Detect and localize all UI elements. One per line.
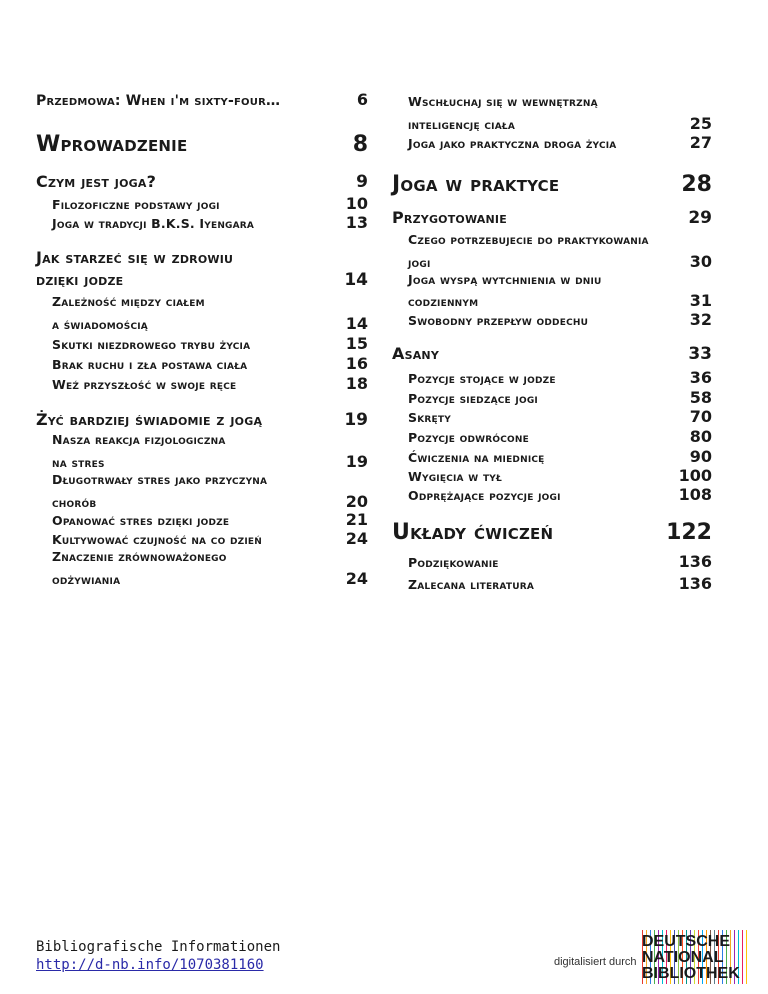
- toc-entry-title: Kultywować czujność na co dzień: [52, 532, 263, 547]
- toc-entry-title: Długotrwały stres jako przyczyna: [52, 472, 268, 487]
- toc-entry: [392, 520, 712, 545]
- toc-entry: [36, 374, 368, 393]
- toc-entry-page: 29: [688, 208, 712, 228]
- toc-entry-page: 30: [689, 252, 712, 271]
- toc-entry: [36, 334, 368, 353]
- toc-entry: [36, 213, 368, 232]
- toc-entry-page: 15: [345, 334, 368, 353]
- toc-entry-page: 136: [678, 552, 712, 571]
- toc-entry: [392, 407, 712, 426]
- toc-entry: [392, 574, 712, 593]
- toc-entry-title: a świadomością: [52, 317, 148, 332]
- toc-entry-title: Żyć bardziej świadomie z jogą: [36, 410, 263, 429]
- toc-entry: [392, 133, 712, 152]
- toc-entry: [392, 94, 712, 109]
- toc-entry: [392, 427, 712, 446]
- toc-entry-title: Zalecana literatura: [408, 577, 535, 592]
- toc-entry-page: 31: [689, 291, 712, 310]
- toc-entry-page: 19: [345, 452, 368, 471]
- toc-entry: [36, 270, 368, 290]
- toc-entry: [36, 510, 368, 529]
- toc-entry: [36, 294, 368, 309]
- logo-line: NATIONAL: [642, 949, 724, 966]
- toc-entry-page: 122: [666, 520, 712, 545]
- logo-line: BIBLIOTHEK: [642, 965, 740, 982]
- digitized-by-label: digitalisiert durch: [554, 956, 637, 968]
- logo-wordmark: [642, 934, 740, 982]
- toc-entry: [36, 354, 368, 373]
- toc-entry: [36, 472, 368, 487]
- logo-bar: [742, 930, 743, 984]
- toc-entry: [36, 569, 368, 588]
- toc-entry-title: Wprowadzenie: [36, 132, 188, 157]
- toc-entry-page: 6: [356, 90, 368, 109]
- toc-entry: [392, 466, 712, 485]
- toc-entry: [392, 447, 712, 466]
- toc-entry-page: 16: [345, 354, 368, 373]
- toc-entry-page: 14: [345, 314, 368, 333]
- toc-entry-title: Podziękowanie: [408, 555, 499, 570]
- toc-entry-page: 32: [689, 310, 712, 329]
- toc-entry-page: 27: [689, 133, 712, 152]
- toc-entry: [36, 314, 368, 333]
- toc-entry-page: 36: [689, 368, 712, 387]
- toc-entry-page: 70: [689, 407, 712, 426]
- toc-entry-page: 13: [345, 213, 368, 232]
- toc-entry-page: 25: [689, 114, 712, 133]
- toc-entry-title: Brak ruchu i zła postawa ciała: [52, 357, 248, 372]
- toc-entry: [36, 492, 368, 511]
- toc-entry: [36, 248, 368, 267]
- toc-entry-title: jogi: [408, 255, 431, 270]
- bibliographic-info: [36, 938, 280, 974]
- toc-entry-page: 10: [345, 194, 368, 213]
- toc-entry-page: 80: [689, 427, 712, 446]
- toc-entry: [392, 310, 712, 329]
- toc-entry-page: 28: [681, 172, 712, 197]
- toc-entry-page: 8: [352, 132, 368, 157]
- toc-entry-page: 90: [689, 447, 712, 466]
- toc-entry-title: Joga w tradycji B.K.S. Iyengara: [52, 216, 255, 231]
- toc-entry-title: inteligencję ciała: [408, 117, 516, 132]
- toc-entry: [392, 368, 712, 387]
- toc-entry-title: Pozycje odwrócone: [408, 430, 529, 445]
- toc-entry-title: Swobodny przepływ oddechu: [408, 313, 589, 328]
- toc-entry-title: Czego potrzebujecie do praktykowania: [408, 232, 649, 247]
- bib-label: Bibliografische Informationen: [36, 939, 281, 955]
- toc-entry-title: Znaczenie zrównoważonego: [52, 549, 227, 564]
- toc-entry-page: 58: [689, 388, 712, 407]
- toc-entry: [36, 432, 368, 447]
- toc-entry-page: 24: [345, 569, 368, 588]
- toc-entry-title: Weź przyszłość w swoje ręce: [52, 377, 237, 392]
- toc-entry-title: Opanować stres dzięki jodze: [52, 513, 230, 528]
- toc-entry: [392, 114, 712, 133]
- toc-entry-title: Układy ćwiczeń: [392, 520, 554, 545]
- toc-entry: [36, 452, 368, 471]
- toc-entry-page: 21: [345, 510, 368, 529]
- toc-entry: [392, 208, 712, 228]
- toc-entry-title: Ćwiczenia na miednicę: [408, 450, 545, 465]
- toc-entry-page: 108: [678, 485, 712, 504]
- toc-entry: [392, 485, 712, 504]
- toc-entry-title: Wschłuchaj się w wewnętrzną: [408, 94, 598, 109]
- toc-entry-page: 9: [356, 172, 368, 192]
- toc-entry-page: 19: [344, 410, 368, 430]
- toc-entry-title: Skutki niezdrowego trybu życia: [52, 337, 251, 352]
- toc-entry-title: Skręty: [408, 410, 451, 425]
- toc-entry-title: dzięki jodze: [36, 270, 124, 289]
- toc-entry: [392, 388, 712, 407]
- toc-entry-page: 33: [688, 344, 712, 364]
- toc-entry-page: 24: [345, 529, 368, 548]
- toc-entry-page: 136: [678, 574, 712, 593]
- toc-entry-title: Joga jako praktyczna droga życia: [408, 136, 617, 151]
- toc-entry: [36, 90, 368, 109]
- toc-entry: [36, 132, 368, 157]
- toc-entry: [392, 291, 712, 310]
- toc-entry-title: Przedmowa: When i'm sixty-four…: [36, 93, 281, 109]
- toc-entry: [392, 172, 712, 197]
- toc-entry-title: Pozycje siedzące jogi: [408, 391, 538, 406]
- toc-entry-title: Wygięcia w tył: [408, 469, 502, 484]
- toc-entry: [36, 549, 368, 564]
- toc-entry-page: 20: [345, 492, 368, 511]
- toc-entry: [392, 272, 712, 287]
- toc-entry: [36, 529, 368, 548]
- toc-entry-title: odżywiania: [52, 572, 121, 587]
- toc-entry: [36, 172, 368, 192]
- toc-entry-title: Czym jest joga?: [36, 172, 157, 191]
- logo-bar: [746, 930, 747, 984]
- toc-entry: [392, 552, 712, 571]
- bib-link[interactable]: http://d-nb.info/1070381160: [36, 957, 264, 973]
- toc-entry-page: 100: [678, 466, 712, 485]
- toc-entry-title: Jak starzeć się w zdrowiu: [36, 248, 234, 267]
- toc-entry-title: Joga wyspą wytchnienia w dniu: [408, 272, 602, 287]
- toc-entry-title: Pozycje stojące w jodze: [408, 371, 556, 386]
- toc-entry-title: Nasza reakcja fizjologiczna: [52, 432, 226, 447]
- toc-entry-title: Zależność między ciałem: [52, 294, 205, 309]
- toc-entry: [392, 344, 712, 364]
- toc-entry-title: na stres: [52, 455, 105, 470]
- toc-entry-title: codziennym: [408, 294, 479, 309]
- toc-entry: [392, 252, 712, 271]
- toc-entry: [36, 410, 368, 430]
- toc-entry-title: Filozoficzne podstawy jogi: [52, 197, 220, 212]
- toc-entry-title: chorób: [52, 495, 97, 510]
- toc-entry: [36, 194, 368, 213]
- toc-entry-title: Joga w praktyce: [392, 172, 560, 197]
- toc-entry-page: 14: [344, 270, 368, 290]
- toc-entry-title: Odprężające pozycje jogi: [408, 488, 561, 503]
- toc-entry-title: Asany: [392, 344, 439, 363]
- toc-entry: [392, 232, 712, 247]
- logo-line: DEUTSCHE: [642, 933, 731, 950]
- toc-entry-title: Przygotowanie: [392, 208, 507, 227]
- toc-entry-page: 18: [345, 374, 368, 393]
- dnb-logo: [642, 930, 748, 984]
